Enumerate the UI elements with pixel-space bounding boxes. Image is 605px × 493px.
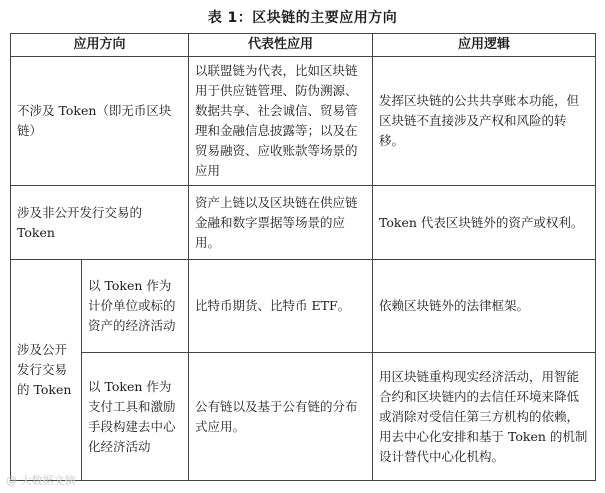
row-direction: 不涉及 Token（即无币区块链）: [11, 57, 189, 186]
row-application: 以联盟链为代表，比如区块链用于供应链管理、防伪溯源、数据共享、社会诚信、贸易管理和金融信息披露等；以及在贸易融资、应收账款等场景的应用: [189, 57, 373, 186]
table-row: [11, 353, 596, 481]
header-direction: 应用方向: [11, 34, 189, 57]
row-logic: 用区块链重构现实经济活动，用智能合约和区块链内的去信任环境来降低或消除对受信任第三方机构的依赖，用去中心化安排和基于 Token 的机制设计替代中心化机构。: [373, 353, 596, 481]
header-application: 代表性应用: [189, 34, 373, 57]
table-row: [11, 260, 596, 353]
watermark: @ 大数据文摘: [6, 474, 76, 487]
row-direction: 以 Token 作为支付工具和激励手段构建去中心化经济活动: [82, 353, 189, 481]
row-application: 公有链以及基于公有链的分布式应用。: [189, 353, 373, 481]
row-application: 比特币期货、比特币 ETF。: [189, 260, 373, 353]
header-row: [11, 34, 596, 57]
row-direction: 以 Token 作为计价单位或标的资产的经济活动: [82, 260, 189, 353]
row-application: 资产上链以及区块链在供应链金融和数字票据等场景的应用。: [189, 186, 373, 260]
row-logic: 发挥区块链的公共共享账本功能，但区块链不直接涉及产权和风险的转移。: [373, 57, 596, 186]
row-group: 涉及公开发行交易的 Token: [11, 260, 82, 481]
table-caption: 表 1：区块链的主要应用方向: [207, 10, 398, 26]
table-row: [11, 57, 596, 186]
table-row: [11, 186, 596, 260]
row-logic: Token 代表区块链外的资产或权利。: [373, 186, 596, 260]
header-logic: 应用逻辑: [373, 34, 596, 57]
row-logic: 依赖区块链外的法律框架。: [373, 260, 596, 353]
row-direction: 涉及非公开发行交易的 Token: [11, 186, 189, 260]
application-table: [10, 33, 596, 481]
